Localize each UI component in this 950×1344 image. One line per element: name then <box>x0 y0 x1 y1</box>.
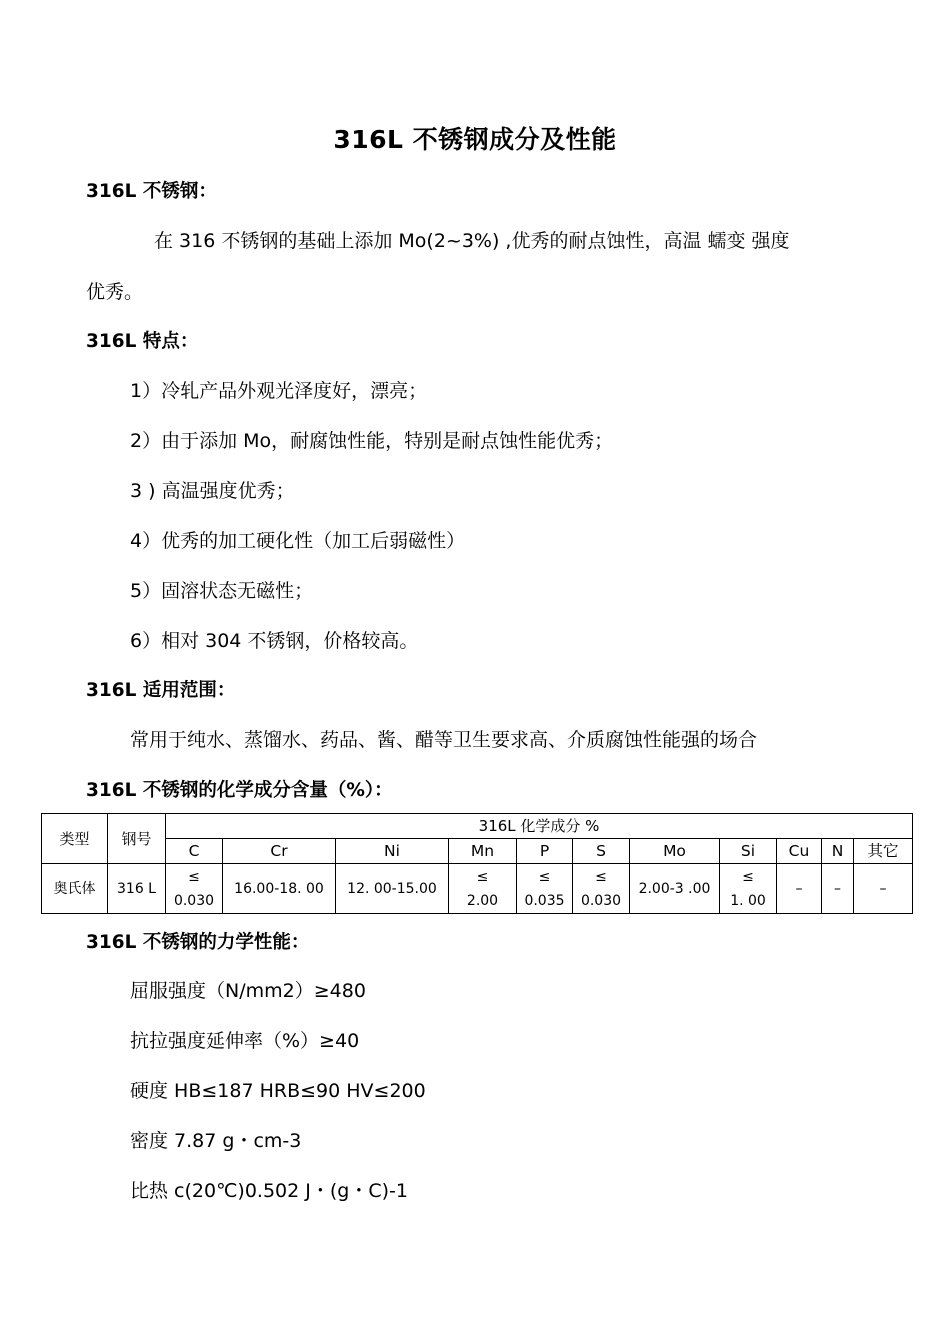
header-element: Mo <box>630 839 720 864</box>
feature-item: 6）相对 304 不锈钢，价格较高。 <box>130 630 419 652</box>
cell-symbol: ≤ <box>742 868 754 885</box>
page-title: 316L 不锈钢成分及性能 <box>333 125 617 154</box>
mechanical-item: 硬度 HB≤187 HRB≤90 HV≤200 <box>130 1080 426 1102</box>
section-heading-316l: 316L 不锈钢： <box>86 181 217 202</box>
intro-line-1: 在 316 不锈钢的基础上添加 Mo(2~3%) ,优秀的耐点蚀性，高温 蠕变 强度 <box>154 230 790 252</box>
section-heading-applications: 316L 适用范围： <box>86 680 236 701</box>
header-element: S <box>573 839 630 864</box>
cell-cr: 16.00-18. 00 <box>223 864 336 914</box>
cell-symbol: ≤ <box>538 868 551 885</box>
cell-symbol: ≤ <box>476 868 489 885</box>
header-element: Cr <box>223 839 336 864</box>
header-grade: 钢号 <box>108 814 166 864</box>
mechanical-item: 密度 7.87 g・cm-3 <box>130 1130 302 1152</box>
cell-mo: 2.00-3 .00 <box>630 864 720 914</box>
cell-cu: – <box>777 864 822 914</box>
mechanical-item: 比热 c(20℃)0.502 J・(g・C)-1 <box>130 1180 408 1202</box>
header-element: P <box>517 839 573 864</box>
cell-value: 1. 00 <box>730 892 766 909</box>
section-heading-chemical: 316L 不锈钢的化学成分含量（%）： <box>86 780 393 801</box>
cell-si <box>720 864 777 914</box>
feature-item: 5）固溶状态无磁性； <box>130 580 314 602</box>
cell-value: 2.00 <box>466 892 499 909</box>
mechanical-item: 屈服强度（N/mm2）≥480 <box>130 980 366 1002</box>
feature-item: 3 ) 高温强度优秀； <box>130 480 295 502</box>
cell-s <box>573 864 630 914</box>
header-element: Mn <box>449 839 517 864</box>
cell-c <box>166 864 223 914</box>
cell-p <box>517 864 573 914</box>
header-element: 其它 <box>854 839 913 864</box>
section-heading-mechanical: 316L 不锈钢的力学性能： <box>86 932 310 953</box>
cell-type: 奥氏体 <box>42 864 108 914</box>
feature-item: 4）优秀的加工硬化性（加工后弱磁性） <box>130 530 466 552</box>
header-element: C <box>166 839 223 864</box>
cell-n: – <box>822 864 854 914</box>
cell-value: 0.030 <box>173 892 215 909</box>
header-element: Cu <box>777 839 822 864</box>
cell-symbol: ≤ <box>595 868 607 885</box>
cell-symbol: ≤ <box>188 868 200 885</box>
applications-text: 常用于纯水、蒸馏水、药品、酱、醋等卫生要求高、介质腐蚀性能强的场合 <box>130 729 758 751</box>
feature-item: 2）由于添加 Mo，耐腐蚀性能，特别是耐点蚀性能优秀； <box>130 430 614 452</box>
header-element: Ni <box>336 839 449 864</box>
cell-ni: 12. 00-15.00 <box>336 864 449 914</box>
section-heading-features: 316L 特点： <box>86 331 199 352</box>
cell-mn <box>449 864 517 914</box>
header-element: Si <box>720 839 777 864</box>
chemical-composition-table <box>41 813 913 914</box>
cell-other: – <box>854 864 913 914</box>
cell-value: 0.030 <box>580 892 622 909</box>
cell-value: 0.035 <box>524 892 565 909</box>
header-composition-group: 316L 化学成分 % <box>166 814 913 839</box>
header-element: N <box>822 839 854 864</box>
feature-item: 1）冷轧产品外观光泽度好，漂亮； <box>130 380 428 402</box>
table-row <box>42 864 913 914</box>
intro-line-2: 优秀。 <box>86 281 144 303</box>
header-type: 类型 <box>42 814 108 864</box>
mechanical-item: 抗拉强度延伸率（%）≥40 <box>130 1030 360 1052</box>
cell-grade: 316 L <box>108 864 166 914</box>
